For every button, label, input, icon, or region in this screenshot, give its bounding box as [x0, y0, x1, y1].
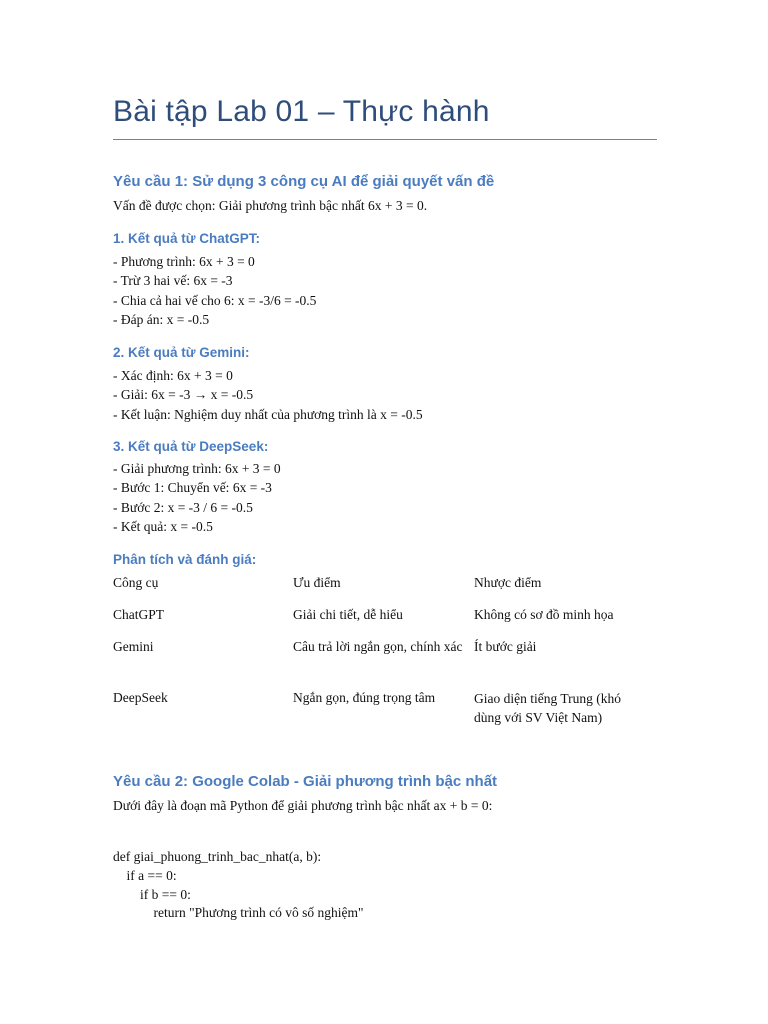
list-item: - Kết luận: Nghiệm duy nhất của phương trình là x = -0.5 — [113, 406, 423, 422]
table-header-tool: Công cụ — [113, 575, 159, 590]
list-item: - Giải phương trình: 6x + 3 = 0 — [113, 461, 281, 476]
code-line: if a == 0: — [113, 867, 177, 883]
deepseek-steps — [113, 459, 281, 536]
table-cell: ChatGPT — [113, 607, 165, 622]
page-title: Bài tập Lab 01 – Thực hành — [113, 95, 490, 128]
table-header-pros: Ưu điểm — [293, 575, 341, 590]
req1-heading: Yêu cầu 1: Sử dụng 3 công cụ AI để giải quyết vấn đề — [113, 173, 495, 190]
analysis-heading: Phân tích và đánh giá: — [113, 552, 257, 567]
title-underline — [113, 139, 657, 140]
table-cell: Ít bước giải — [474, 639, 537, 654]
code-line: def giai_phuong_trinh_bac_nhat(a, b): — [113, 849, 322, 864]
code-block — [113, 848, 363, 923]
table-cell: Gemini — [113, 639, 154, 654]
list-item: - Chia cả hai vế cho 6: x = -3/6 = -0.5 — [113, 292, 317, 308]
list-item: - Đáp án: x = -0.5 — [113, 311, 210, 327]
list-item: - Bước 1: Chuyển vế: 6x = -3 — [113, 480, 272, 496]
table-cell: Không có sơ đồ minh họa — [474, 607, 614, 622]
list-item: - Kết quả: x = -0.5 — [113, 518, 213, 534]
table-cell: Giao diện tiếng Trung (khó dùng với SV Việt Nam) — [474, 691, 621, 725]
deepseek-heading: 3. Kết quả từ DeepSeek: — [113, 439, 269, 454]
table-cell: Ngắn gọn, đúng trọng tâm — [293, 690, 436, 705]
list-item: - Bước 2: x = -3 / 6 = -0.5 — [113, 499, 253, 515]
code-line: return "Phương trình có vô số nghiệm" — [113, 905, 364, 921]
table-cell: Giải chi tiết, dễ hiểu — [293, 607, 403, 622]
table-cell: DeepSeek — [113, 690, 168, 705]
list-item: - Giải: 6x = -3 → x = -0.5 — [113, 387, 254, 403]
chatgpt-steps — [113, 252, 316, 329]
table-cell: Câu trả lời ngắn gọn, chính xác — [293, 639, 463, 654]
table-header-cons: Nhược điểm — [474, 575, 542, 590]
list-item: - Xác định: 6x + 3 = 0 — [113, 368, 233, 383]
gemini-heading: 2. Kết quả từ Gemini: — [113, 345, 250, 360]
code-line: if b == 0: — [113, 886, 191, 902]
req2-heading: Yêu cầu 2: Google Colab - Giải phương trình bậc nhất — [113, 773, 498, 790]
list-item: - Phương trình: 6x + 3 = 0 — [113, 254, 255, 269]
list-item: - Trừ 3 hai vế: 6x = -3 — [113, 273, 233, 289]
gemini-steps — [113, 366, 423, 424]
chatgpt-heading: 1. Kết quả từ ChatGPT: — [113, 231, 261, 246]
problem-statement: Vấn đề được chọn: Giải phương trình bậc nhất 6x + 3 = 0. — [113, 198, 428, 213]
req2-intro: Dưới đây là đoạn mã Python để giải phương trình bậc nhất ax + b = 0: — [113, 798, 493, 813]
